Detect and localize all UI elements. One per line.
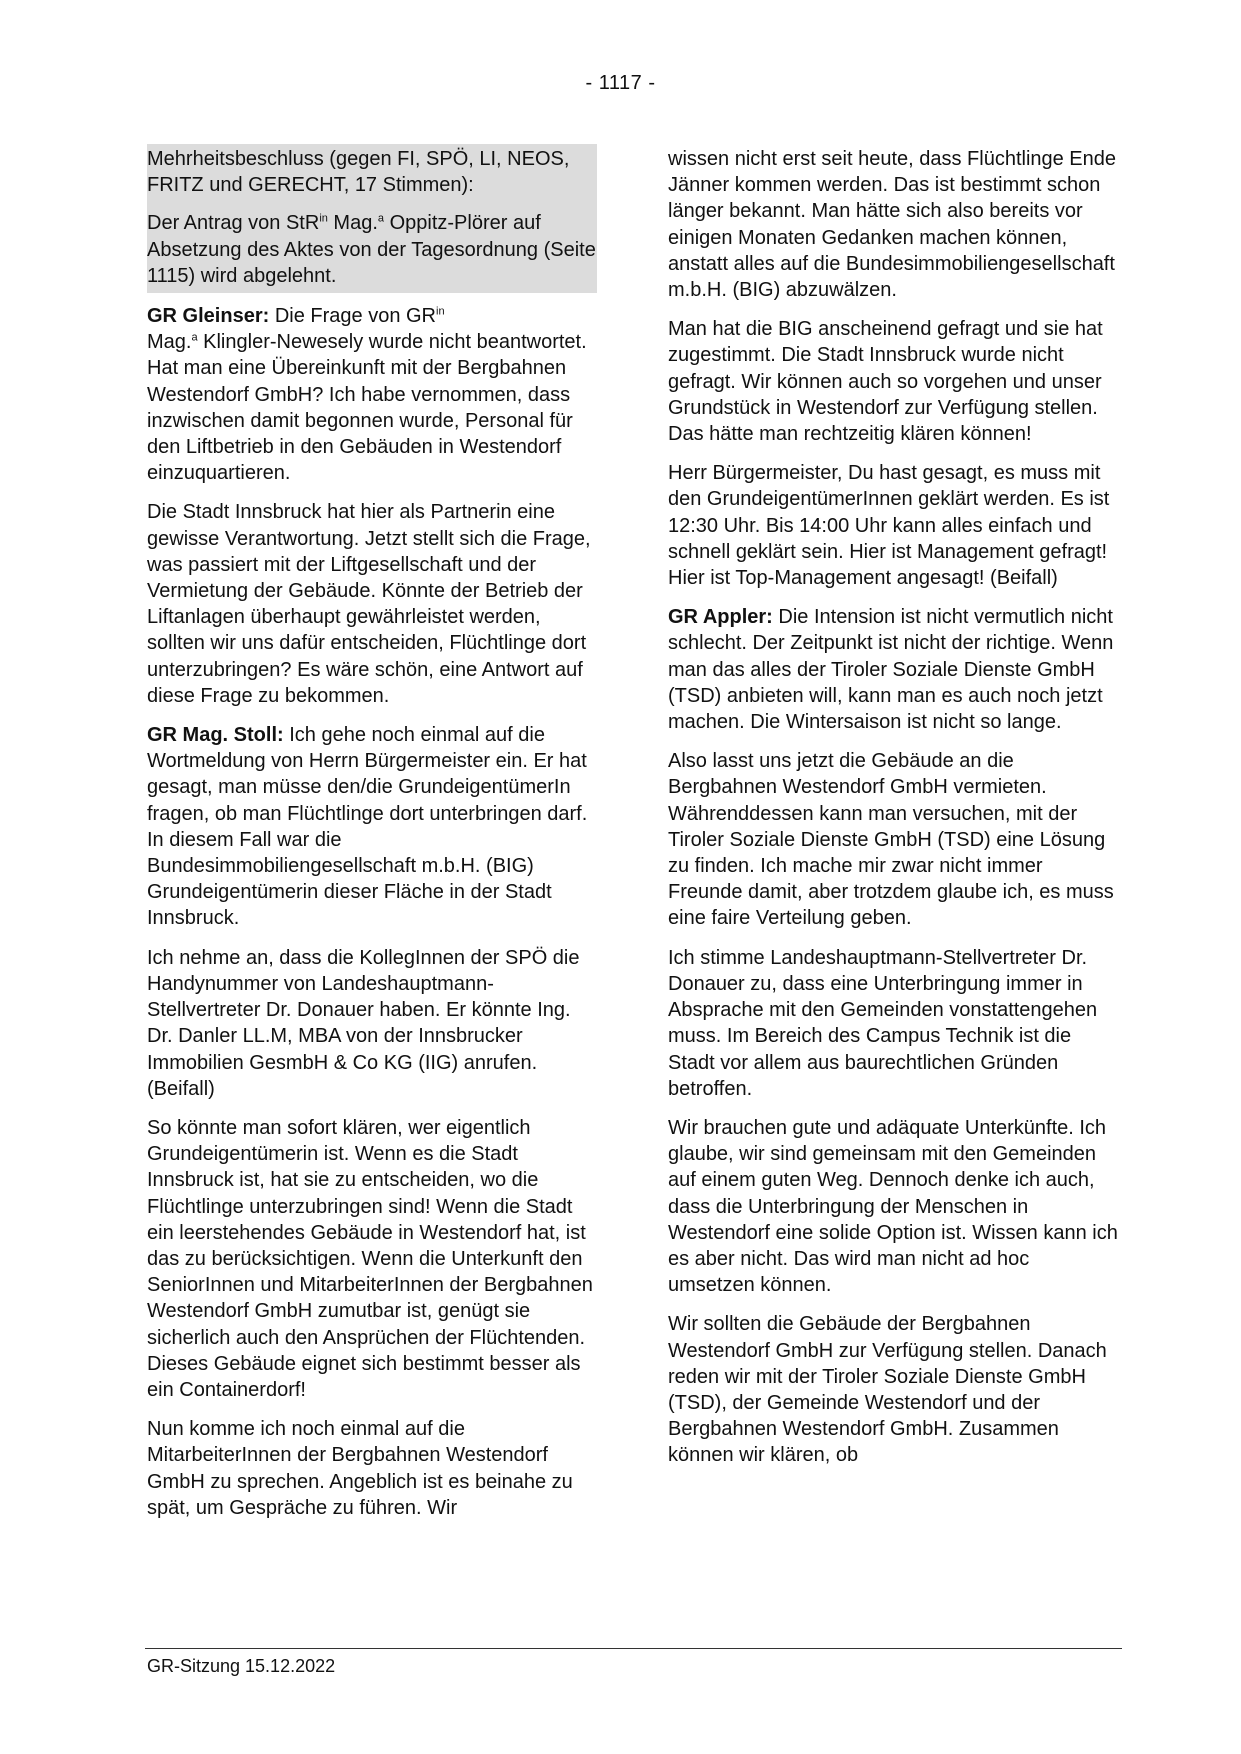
footer-session-date: GR-Sitzung 15.12.2022 <box>147 1656 336 1676</box>
paragraph: Die Stadt Innsbruck hat hier als Partnerin eine gewisse Verantwortung. Jetzt stellt sich die Frage, was passiert mit der Liftgesellschaft und der Vermietung der Gebäude. Könnte der Betrieb der Liftanlagen überhaupt gewährleistet werden, sollten wir uns dafür entscheiden, Flüchtlinge dort unterzubringen? Es wäre schön, eine Antwort auf diese Frage zu bekommen. <box>147 501 591 707</box>
paragraph: Herr Bürgermeister, Du hast gesagt, es muss mit den GrundeigentümerInnen geklärt werden. Es ist 12:30 Uhr. Bis 14:00 Uhr kann alles einfach und schnell geklärt sein. Hier ist Management gefragt! Hier ist Top-Management angesagt! (Beifall) <box>668 462 1110 590</box>
paragraph: Ich nehme an, dass die KollegInnen der SPÖ die Handynummer von Landeshauptmann-Stellvertreter Dr. Donauer haben. Er könnte Ing. Dr. Danler LL.M, MBA von der Innsbrucker Immobilien GesmbH & Co KG (IIG) anrufen. (Beifall) <box>147 946 580 1100</box>
page-number: - 1117 - <box>585 72 656 94</box>
resolution-box <box>147 144 597 293</box>
paragraph-appler: GR Appler: Die Intension ist nicht vermutlich nicht schlecht. Der Zeitpunkt ist nicht der richtige. Wenn man das alles der Tiroler Soziale Dienste GmbH (TSD) anbieten will, kann man es auch noch jetzt machen. Die Wintersaison ist nicht so lange. <box>668 606 1114 734</box>
paragraph: Nun komme ich noch einmal auf die MitarbeiterInnen der Bergbahnen Westendorf GmbH zu sprechen. Angeblich ist es beinahe zu spät, um Gespräche zu führen. Wir <box>147 1418 573 1519</box>
speaker-name: GR Appler: <box>668 606 773 629</box>
paragraph: So könnte man sofort klären, wer eigentlich Grundeigentümerin ist. Wenn es die Stadt Innsbruck ist, hat sie zu entscheiden, wo die Flüchtlinge unterzubringen sind! Wenn die Stadt ein leerstehendes Gebäude in Westendorf hat, ist das zu berücksichtigen. Wenn die Unterkunft den SeniorInnen und MitarbeiterInnen der Bergbahnen Westendorf GmbH zumutbar ist, genügt sie sicherlich auch den Ansprüchen der Flüchtenden. Dieses Gebäude eignet sich bestimmt besser als ein Containerdorf! <box>147 1116 593 1401</box>
resolution-title: Mehrheitsbeschluss (gegen FI, SPÖ, LI, NEOS, FRITZ und GERECHT, 17 Stimmen): <box>147 148 570 197</box>
left-column <box>147 146 597 1534</box>
paragraph: Ich stimme Landeshauptmann-Stellvertreter Dr. Donauer zu, dass eine Unterbringung immer in Absprache mit den Gemeinden vonstattengehen muss. Im Bereich des Campus Technik ist die Stadt vor allem aus baurechtlichen Gründen betroffen. <box>668 946 1098 1100</box>
paragraph: Also lasst uns jetzt die Gebäude an die Bergbahnen Westendorf GmbH vermieten. Währenddessen kann man versuchen, mit der Tiroler Soziale Dienste GmbH (TSD) eine Lösung zu finden. Ich mache mir zwar nicht immer Freunde damit, aber trotzdem glaube ich, es muss eine faire Verteilung geben. <box>668 750 1114 930</box>
paragraph: wissen nicht erst seit heute, dass Flüchtlinge Ende Jänner kommen werden. Das ist bestimmt schon länger bekannt. Man hätte sich also bereits vor einigen Monaten Gedanken machen können, anstatt alles auf die Bundesimmobiliengesellschaft m.b.H. (BIG) abzuwälzen. <box>668 148 1117 302</box>
speaker-name: GR Gleinser: <box>147 305 270 328</box>
speaker-name: GR Mag. Stoll: <box>147 724 284 747</box>
paragraph: Wir brauchen gute und adäquate Unterkünfte. Ich glaube, wir sind gemeinsam mit den Gemeinden auf einem guten Weg. Dennoch denke ich auch, dass die Unterbringung der Menschen in Westendorf eine solide Option ist. Wissen kann ich es aber nicht. Das wird man nicht ad hoc umsetzen können. <box>668 1116 1118 1297</box>
footer-divider <box>145 1648 1122 1649</box>
paragraph-stoll: GR Mag. Stoll: Ich gehe noch einmal auf die Wortmeldung von Herrn Bürgermeister ein. Er hat gesagt, man müsse den/die GrundeigentümerIn fragen, ob man Flüchtlinge dort unterbringen darf. In diesem Fall war die Bundesimmobiliengesellschaft m.b.H. (BIG) Grundeigentümerin dieser Fläche in der Stadt Innsbruck. <box>147 724 588 930</box>
paragraph: Wir sollten die Gebäude der Bergbahnen Westendorf GmbH zur Verfügung stellen. Danach reden wir mit der Tiroler Soziale Dienste GmbH (TSD), der Gemeinde Westendorf und der Bergbahnen Westendorf GmbH. Zusammen können wir klären, ob <box>668 1313 1107 1467</box>
resolution-text: Der Antrag von StR$^{in}$ Mag.$^a$ Oppitz-Plörer auf Absetzung des Aktes von der Tagesordnung (Seite 1115) wird abgelehnt. <box>147 212 596 287</box>
right-column <box>668 146 1118 1482</box>
paragraph-gleinser: GR Gleinser: Die Frage von $GR^{in}$ Mag.$^a$ Klingler-Newesely wurde nicht beantwortet. Hat man eine Übereinkunft mit der Bergbahnen Westendorf GmbH? Ich habe vernommen, dass inzwischen damit begonnen wurde, Personal für den Liftbetrieb in den Gebäuden in Westendorf einzuquartieren. <box>147 305 587 485</box>
paragraph: Man hat die BIG anscheinend gefragt und sie hat zugestimmt. Die Stadt Innsbruck wurde nicht gefragt. Wir können auch so vorgehen und unser Grundstück in Westendorf zur Verfügung stellen. Das hätte man rechtzeitig klären können! <box>668 318 1103 446</box>
